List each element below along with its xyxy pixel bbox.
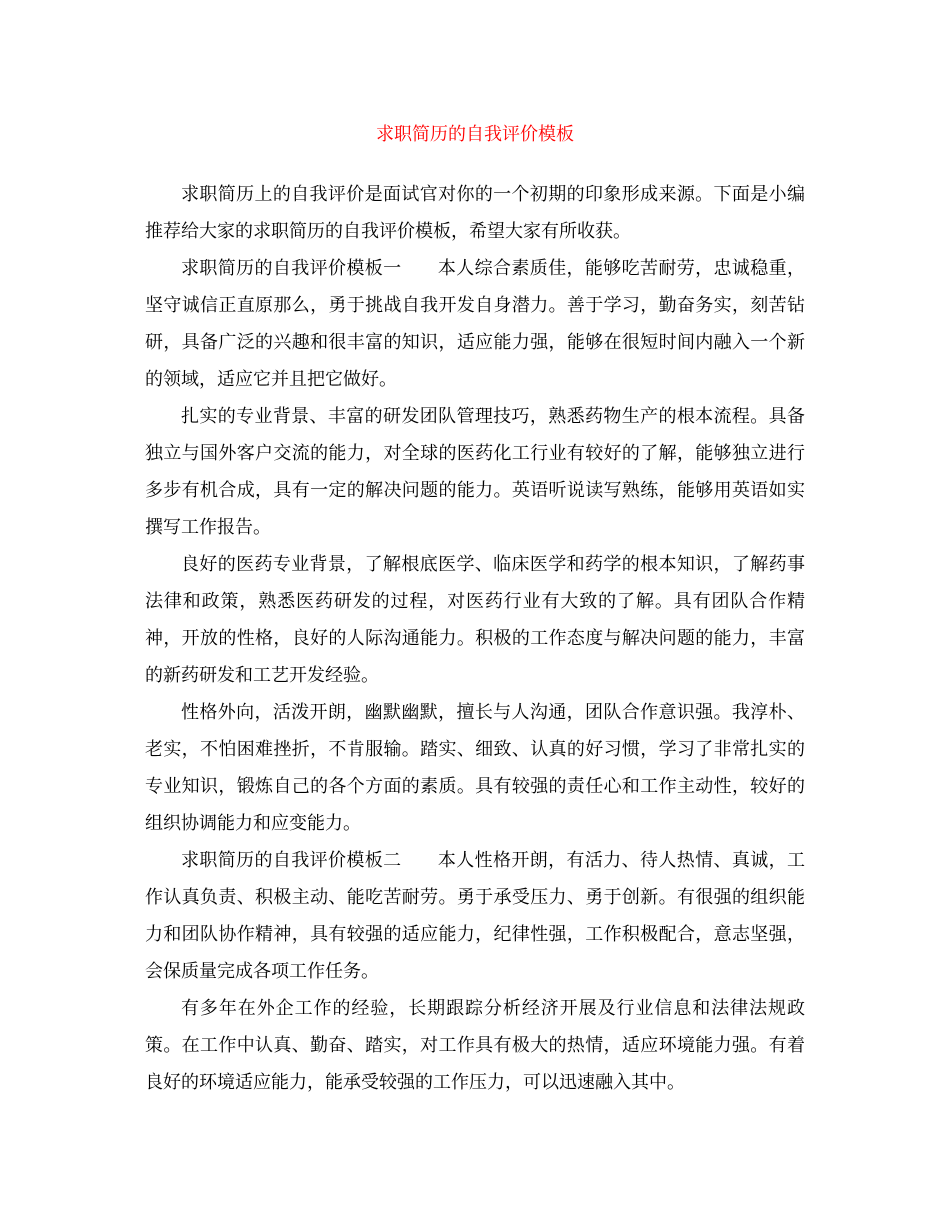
template-two-paragraph [145, 842, 805, 990]
paragraph-text: 性格外向，活泼开朗，幽默幽默，擅长与人沟通，团队合作意识强。我淳朴、老实，不怕困难挫折，不肯服输。踏实、细致、认真的好习惯，学习了非常扎实的专业知识，锻炼自己的各个方面的素质。具有较强的责任心和工作主动性，较好的组织协调能力和应变能力。 [145, 702, 805, 834]
paragraph-text: 扎实的专业背景、丰富的研发团队管理技巧，熟悉药物生产的根本流程。具备独立与国外客户交流的能力，对全球的医药化工行业有较好的了解，能够独立进行多步有机合成，具有一定的解决问题的能力。英语听说读写熟练，能够用英语如实撰写工作报告。 [145, 406, 805, 538]
document-title: 求职简历的自我评价模板 [376, 124, 574, 145]
section-heading: 求职简历的自我评价模板二 [181, 850, 402, 871]
paragraph-text: 有多年在外企工作的经验，长期跟踪分析经济开展及行业信息和法律法规政策。在工作中认真、勤奋、踏实，对工作具有极大的热情，适应环境能力强。有着良好的环境适应能力，能承受较强的工作压力，可以迅速融入其中。 [145, 998, 805, 1093]
body-paragraph [145, 398, 805, 546]
document-body [145, 176, 805, 1101]
paragraph-text: 本人综合素质佳，能够吃苦耐劳，忠诚稳重，坚守诚信正直原那么，勇于挑战自我开发自身潜力。善于学习，勤奋务实，刻苦钻研，具备广泛的兴趣和很丰富的知识，适应能力强，能够在很短时间内融入一个新的领域，适应它并且把它做好。 [145, 258, 805, 390]
intro-paragraph [145, 176, 805, 250]
body-paragraph [145, 990, 805, 1101]
paragraph-text: 求职简历上的自我评价是面试官对你的一个初期的印象形成来源。下面是小编推荐给大家的求职简历的自我评价模板，希望大家有所收获。 [145, 184, 805, 242]
paragraph-text: 良好的医药专业背景，了解根底医学、临床医学和药学的根本知识，了解药事法律和政策，熟悉医药研发的过程，对医药行业有大致的了解。具有团队合作精神，开放的性格，良好的人际沟通能力。积极的工作态度与解决问题的能力，丰富的新药研发和工艺开发经验。 [145, 554, 805, 686]
template-one-paragraph [145, 250, 805, 398]
section-heading: 求职简历的自我评价模板一 [181, 258, 402, 279]
body-paragraph [145, 694, 805, 842]
body-paragraph [145, 546, 805, 694]
paragraph-text: 本人性格开朗，有活力、待人热情、真诚，工作认真负责、积极主动、能吃苦耐劳。勇于承受压力、勇于创新。有很强的组织能力和团队协作精神，具有较强的适应能力，纪律性强，工作积极配合，意志坚强，会保质量完成各项工作任务。 [145, 850, 805, 982]
